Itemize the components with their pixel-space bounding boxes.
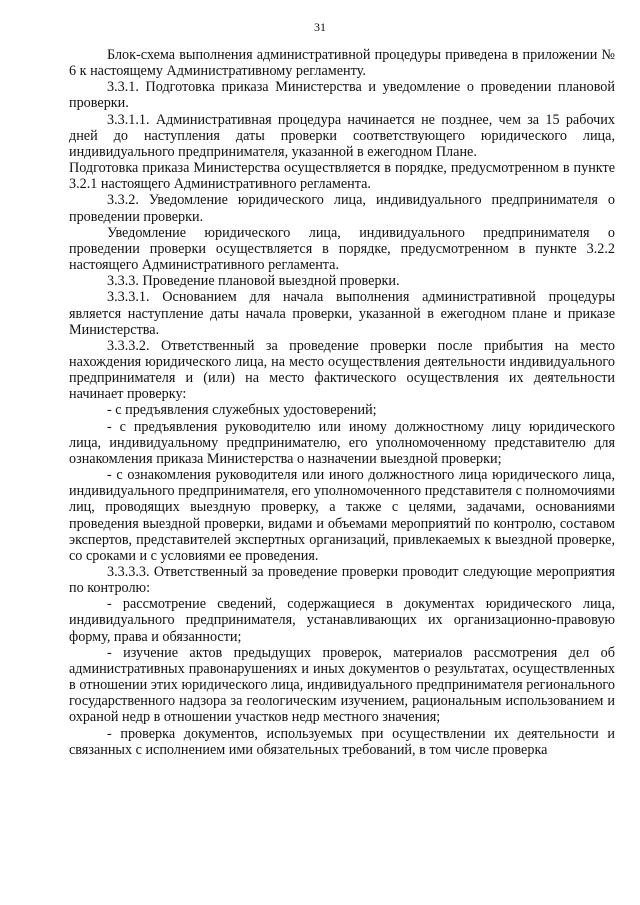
- paragraph: 3.3.1.1. Административная процедура начинается не позднее, чем за 15 рабочих дней до наступления даты проверки соответствующего юридического лица, индивидуального предпринимателя, указанной в ежегодном Плане.: [69, 111, 615, 160]
- paragraph: 3.3.3.1. Основанием для начала выполнения административной процедуры является наступление даты начала проверки, указанной в ежегодном плане и приказе Министерства.: [69, 289, 615, 338]
- paragraph: Уведомление юридического лица, индивидуального предпринимателя о проведении проверки осуществляется в порядке, предусмотренном в пункте 3.2.2 настоящего Административного регламента.: [69, 224, 615, 274]
- list-item: - с предъявления служебных удостоверений;: [107, 402, 377, 419]
- list-item: - с предъявления руководителю или иному должностному лицу юридического лица, индивидуальному предпринимателю, его уполномоченному представителю для ознакомления приказа Министерства о назначении выездной проверки;: [69, 418, 615, 467]
- paragraph: 3.3.2. Уведомление юридического лица, индивидуального предпринимателя о проведении проверки.: [69, 192, 615, 225]
- paragraph: Подготовка приказа Министерства осуществляется в порядке, предусмотренном в пункте 3.2.1 настоящего Административного регламента.: [69, 160, 615, 193]
- paragraph: 3.3.3.3. Ответственный за проведение проверки проводит следующие мероприятия по контролю:: [69, 564, 615, 597]
- paragraph: 3.3.3.2. Ответственный за проведение проверки после прибытия на место нахождения юридического лица, на место осуществления деятельности индивидуального предпринимателя и (или) на место фактического осуществления их деятельности начинает проверку:: [69, 337, 615, 403]
- paragraph: 3.3.3. Проведение плановой выездной проверки.: [107, 273, 400, 290]
- list-item: - рассмотрение сведений, содержащиеся в документах юридического лица, индивидуального предпринимателя, устанавливающих их организационно-правовую форму, права и обязанности;: [69, 596, 615, 645]
- paragraph: 3.3.1. Подготовка приказа Министерства и уведомление о проведении плановой проверки.: [69, 79, 615, 112]
- document-body: [69, 47, 615, 758]
- list-item: - изучение актов предыдущих проверок, материалов рассмотрения дел об административных правонарушениях и иных документов о результатах, осуществленных в отношении этих юридического лица, индивидуального предпринимателя регионального государственного надзора за геологическим изучением, рациональным использованием и охраной недр в отношении участков недр местного значения;: [69, 644, 615, 726]
- list-item: - проверка документов, используемых при осуществлении их деятельности и связанных с исполнением ими обязательных требований, в том числе проверка: [69, 725, 615, 758]
- paragraph: Блок-схема выполнения административной процедуры приведена в приложении № 6 к настоящему Административному регламенту.: [69, 47, 615, 80]
- page-number: 31: [314, 20, 326, 34]
- list-item: - с ознакомления руководителя или иного должностного лица юридического лица, индивидуального предпринимателя, его уполномоченного представителя с полномочиями лиц, проводящих выездную проверку, а также с целями, задачами, основаниями проведения выездной проверки, видами и объемами мероприятий по контролю, составом экспертов, представителей экспертных организаций, привлекаемых к выездной проверке, со сроками и с условиями ее проведения.: [69, 467, 615, 564]
